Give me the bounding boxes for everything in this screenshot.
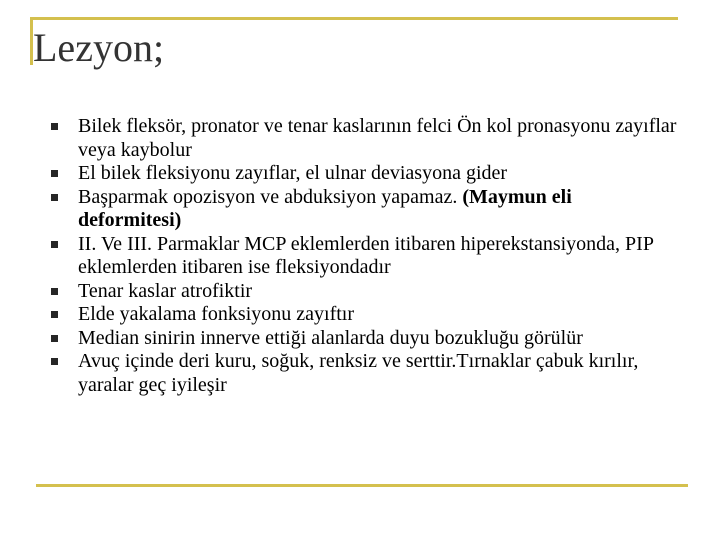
square-bullet-icon (51, 311, 58, 318)
list-item (48, 350, 678, 397)
list-item-text: Başparmak opozisyon ve abduksiyon yapamaz. (78, 185, 463, 208)
list-item-bold-text: (Maymun eli deformitesi) (78, 185, 572, 231)
square-bullet-icon (51, 288, 58, 295)
list-item (48, 115, 678, 162)
list-item-text: Bilek fleksör, pronator ve tenar kaslarının felci Ön kol pronasyonu zayıflar veya kaybolur (78, 115, 677, 161)
frame-bottom-line (36, 484, 688, 487)
list-item-text: Median sinirin innerve ettiği alanlarda duyu bozukluğu görülür (78, 326, 583, 349)
square-bullet-icon (51, 241, 58, 248)
square-bullet-icon (51, 170, 58, 177)
square-bullet-icon (51, 335, 58, 342)
list-item (48, 233, 678, 280)
list-item (48, 327, 678, 351)
square-bullet-icon (51, 358, 58, 365)
list-item-text: Avuç içinde deri kuru, soğuk, renksiz ve serttir.Tırnaklar çabuk kırılır, yaralar geç iyileşir (78, 350, 639, 396)
frame-top-line (30, 17, 678, 20)
list-item (48, 162, 678, 186)
list-item (48, 280, 678, 304)
list-item (48, 303, 678, 327)
list-item-text: El bilek fleksiyonu zayıflar, el ulnar deviasyona gider (78, 162, 508, 184)
list-item (48, 186, 678, 233)
square-bullet-icon (51, 194, 58, 201)
list-item-text: Elde yakalama fonksiyonu zayıftır (78, 303, 355, 325)
slide-title: Lezyon; (33, 25, 165, 70)
square-bullet-icon (51, 123, 58, 130)
list-item-text: II. Ve III. Parmaklar MCP eklemlerden itibaren hiperekstansiyonda, PIP eklemlerden itibaren ise fleksiyondadır (78, 232, 654, 278)
bullet-list (48, 115, 678, 397)
list-item-text: Tenar kaslar atrofiktir (78, 279, 253, 302)
